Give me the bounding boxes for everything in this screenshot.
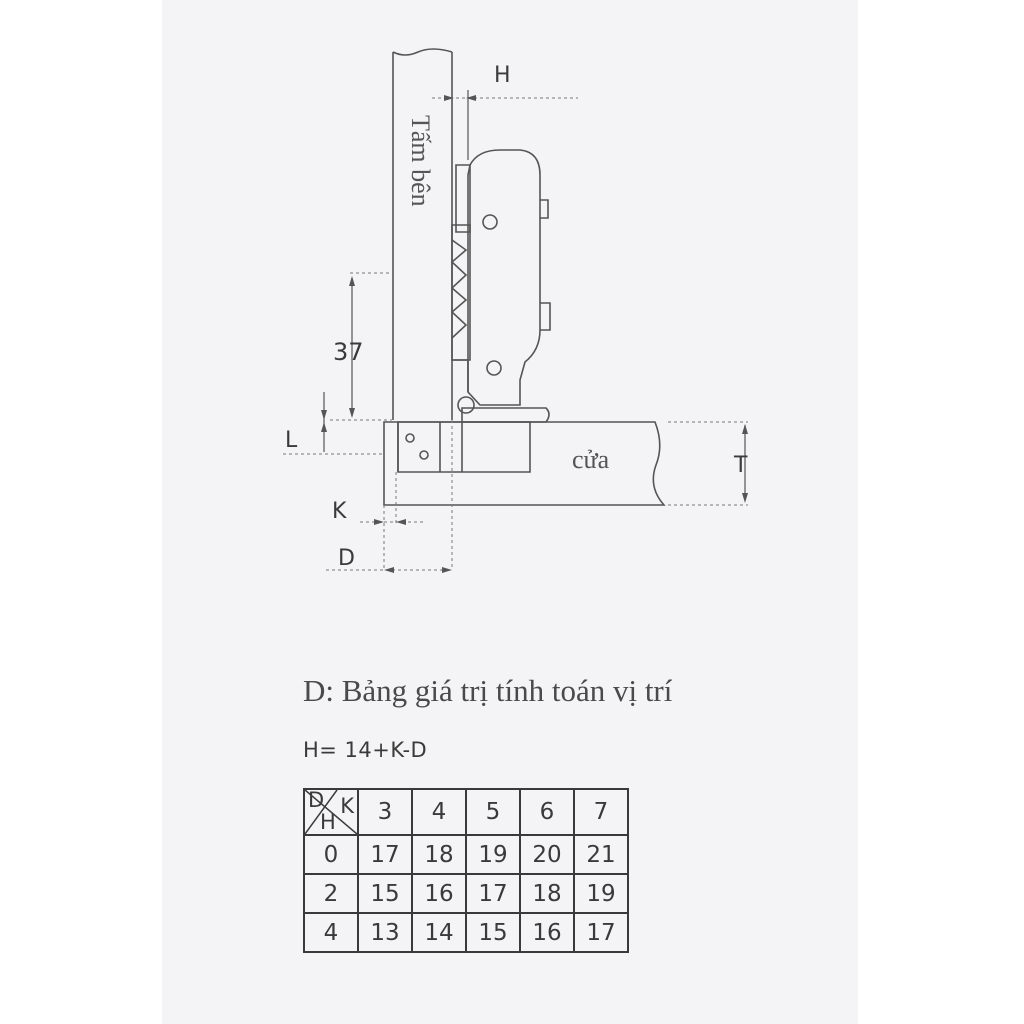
hinge-plate — [462, 408, 549, 422]
h-value-cell: 18 — [520, 874, 574, 913]
hinge-arm — [468, 150, 540, 405]
dim-t-label: T — [734, 453, 748, 478]
h-value-cell: 18 — [412, 835, 466, 874]
formula-text: H= 14+K-D — [303, 738, 428, 762]
hinge-screw-bottom — [487, 361, 501, 375]
h-value-cell: 13 — [358, 913, 412, 952]
k-header-cell: 6 — [520, 789, 574, 835]
k-header-cell: 4 — [412, 789, 466, 835]
door-outline — [384, 422, 664, 505]
h-value-cell: 17 — [358, 835, 412, 874]
d-value-cell: 0 — [304, 835, 358, 874]
h-value-cell: 19 — [574, 874, 628, 913]
dim-37-label: 37 — [333, 338, 364, 366]
dim-l-label: L — [285, 428, 298, 453]
table-row — [304, 874, 628, 913]
k-header-cell: 7 — [574, 789, 628, 835]
h-value-cell: 17 — [466, 874, 520, 913]
h-value-cell: 19 — [466, 835, 520, 874]
h-value-cell: 15 — [466, 913, 520, 952]
table-corner-cell — [304, 789, 358, 835]
side-panel-label: Tấm bên — [406, 115, 435, 207]
table-row — [304, 913, 628, 952]
k-header-cell: 5 — [466, 789, 520, 835]
h-value-cell: 21 — [574, 835, 628, 874]
corner-h-label: H — [320, 810, 336, 834]
table-header-row — [304, 789, 628, 835]
dim-k-label: K — [332, 499, 347, 524]
d-value-cell: 2 — [304, 874, 358, 913]
dim-d-label: D — [338, 546, 355, 571]
corner-d-label: D — [308, 788, 325, 812]
side-panel-outline — [393, 49, 452, 420]
h-value-cell: 16 — [520, 913, 574, 952]
h-value-cell: 17 — [574, 913, 628, 952]
door-label: cửa — [572, 445, 610, 474]
h-value-cell: 14 — [412, 913, 466, 952]
table-row — [304, 835, 628, 874]
dim-h-label: H — [494, 63, 511, 88]
hinge-cup — [398, 422, 530, 472]
h-value-cell: 15 — [358, 874, 412, 913]
h-value-cell: 20 — [520, 835, 574, 874]
values-table — [303, 788, 629, 953]
d-value-cell: 4 — [304, 913, 358, 952]
hinge-screw-top — [483, 215, 497, 229]
k-header-cell: 3 — [358, 789, 412, 835]
corner-k-label: K — [340, 794, 354, 818]
h-value-cell: 16 — [412, 874, 466, 913]
table-title: D: Bảng giá trị tính toán vị trí — [303, 673, 673, 708]
